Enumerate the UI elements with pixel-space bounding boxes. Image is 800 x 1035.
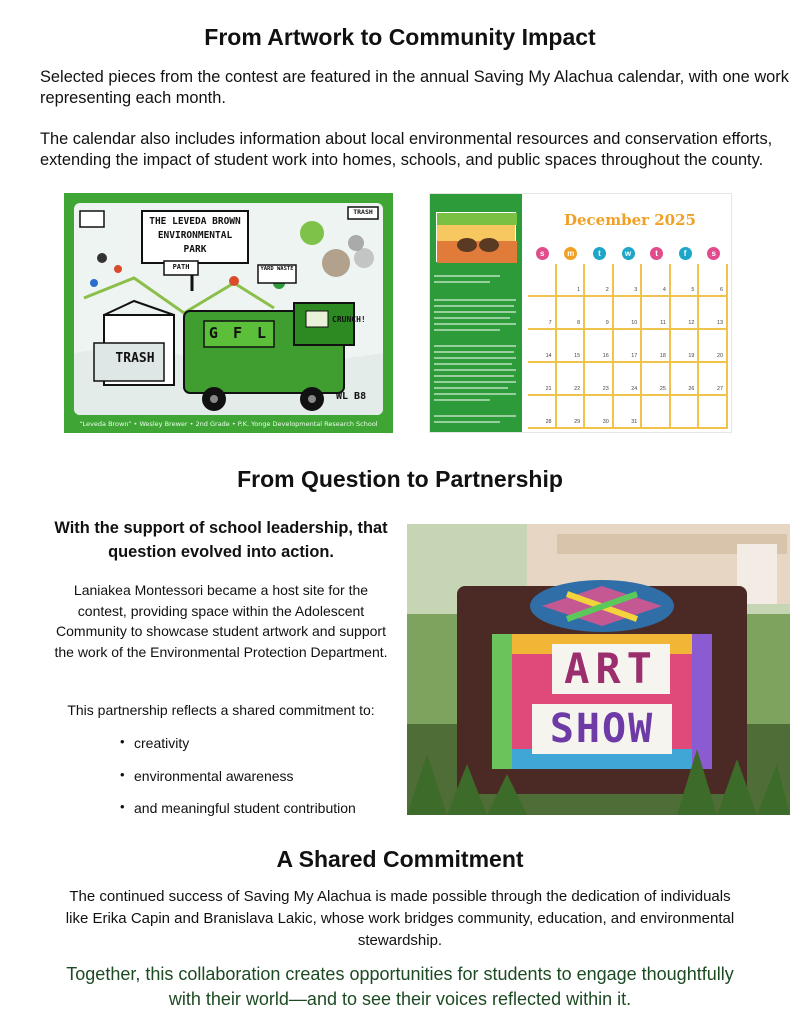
calendar-day-cell [642,330,671,363]
calendar-day-number: 10 [631,320,638,326]
list-item: • environmental awareness [120,768,356,801]
calendar-day-cell [671,396,700,429]
drawing-title-line2: ENVIRONMENTAL [157,230,233,241]
calendar-page-image [429,193,732,433]
calendar-day-cell [642,363,671,396]
calendar-day-cell [699,297,728,330]
calendar-day-number: 29 [574,419,581,425]
sign-text-show: SHOW [549,706,655,752]
drawing-crunch-text: CRUNCH! [332,315,366,324]
calendar-day-cell [642,396,671,429]
calendar-weekday-1: m [564,247,577,260]
calendar-day-cell [528,363,557,396]
calendar-day-number: 15 [574,353,581,359]
calendar-day-cell [671,363,700,396]
calendar-weekday-3: w [622,247,635,260]
calendar-day-cell [699,396,728,429]
calendar-day-number: 19 [688,353,695,359]
drawing-title-line1: THE LEVEDA BROWN [149,216,241,227]
calendar-day-cell [671,264,700,297]
drawing-truck-label: G F L [208,324,270,342]
calendar-day-number: 2 [605,287,609,293]
drawing-truck-trash-label: TRASH [115,351,155,366]
section-heading-artwork-impact: From Artwork to Community Impact [204,24,596,50]
calendar-day-cell [585,264,614,297]
calendar-weekday-4: t [650,247,663,260]
calendar-day-number: 4 [662,287,666,293]
calendar-day-cell [585,396,614,429]
section-heading-shared-commitment: A Shared Commitment [276,846,524,872]
calendar-day-cell [642,264,671,297]
calendar-day-number: 14 [545,353,552,359]
calendar-day-cell [528,264,557,297]
shared-commitment-paragraph: The continued success of Saving My Alachua is made possible through the dedication of individuals like Erika Capin and Branislava Lakic, whose work bridges community, education, and environmental stewardship. [65,888,735,949]
calendar-day-number: 13 [716,320,723,326]
calendar-day-cell [557,297,586,330]
calendar-day-cell [585,363,614,396]
partnership-commitment-intro: This partnership reflects a shared commitment to: [67,702,375,718]
calendar-day-cell [671,330,700,363]
calendar-day-cell [557,330,586,363]
calendar-day-number: 22 [574,386,581,392]
calendar-weekday-2: t [593,247,606,260]
calendar-day-cell [557,264,586,297]
calendar-day-number: 11 [660,320,666,326]
calendar-day-cell [528,330,557,363]
calendar-day-cell [671,297,700,330]
calendar-day-cell [585,330,614,363]
section-heading-question-partnership: From Question to Partnership [237,466,563,492]
calendar-day-number: 1 [577,287,581,293]
calendar-day-number: 7 [548,320,552,326]
calendar-day-number: 18 [659,353,666,359]
drawing-caption: “Leveda Brown” • Wesley Brewer • 2nd Grade • P.K. Yonge Developmental Research School [79,420,378,428]
calendar-day-number: 26 [688,386,695,392]
list-item: • and meaningful student contribution [120,800,356,833]
sign-text-art: ART [564,644,658,693]
calendar-day-number: 6 [719,287,723,293]
calendar-resources-paragraph: The calendar also includes information about local environmental resources and conservation efforts, extending the impact of student work into homes, schools, and public spaces throughout the county. [40,130,773,169]
calendar-day-cell [642,297,671,330]
calendar-day-cell [585,297,614,330]
calendar-weekday-6: s [707,247,720,260]
drawing-yard-waste-sign: YARD WASTE [260,266,294,272]
calendar-day-cell [557,363,586,396]
calendar-day-number: 24 [631,386,638,392]
calendar-intro-paragraph: Selected pieces from the contest are featured in the annual Saving My Alachua calendar, with one work representing each month. [40,68,789,107]
art-show-sign-photo [407,524,790,815]
drawing-path-sign: PATH [172,263,190,271]
calendar-day-number: 3 [634,287,638,293]
closing-quote: Together, this collaboration creates opportunities for students to engage thoughtfully with their world—and to see their voices reflected within it. [66,964,734,1009]
calendar-day-number: 17 [631,353,638,359]
calendar-day-cell [699,330,728,363]
calendar-cells [528,264,728,429]
commitment-list [120,735,356,833]
calendar-day-number: 8 [577,320,581,326]
calendar-sidebar-text-lines [430,266,522,433]
calendar-day-number: 9 [605,320,609,326]
drawing-signature: WL B8 [336,391,367,402]
calendar-day-number: 5 [691,287,695,293]
calendar-day-number: 12 [688,320,695,326]
calendar-weekday-0: s [536,247,549,260]
calendar-day-number: 16 [602,353,609,359]
calendar-day-cell [614,396,643,429]
calendar-day-cell [614,264,643,297]
calendar-day-cell [614,363,643,396]
drawing-title-line3: PARK [183,244,207,255]
calendar-weekday-5: f [679,247,692,260]
calendar-day-cell [528,396,557,429]
calendar-day-number: 30 [602,419,609,425]
drawing-trash-sign: TRASH [353,208,373,216]
calendar-info-sidebar [430,194,522,433]
partnership-paragraph: Laniakea Montessori became a host site for the contest, providing space within the Adolescent Community to showcase student artwork and support the work of the Environmental Protection Department. [54,582,388,660]
calendar-day-number: 20 [716,353,723,359]
calendar-day-number: 23 [602,386,609,392]
calendar-day-number: 21 [545,386,552,392]
calendar-day-cell [614,297,643,330]
student-artwork-image [64,193,393,433]
calendar-day-cell [557,396,586,429]
calendar-day-number: 28 [545,419,552,425]
calendar-month-title: December 2025 [563,211,696,229]
calendar-day-number: 31 [631,419,638,425]
calendar-sidebar-artwork [436,212,516,262]
calendar-day-number: 25 [659,386,666,392]
calendar-day-cell [699,363,728,396]
partnership-lead-text: With the support of school leadership, that question evolved into action. [54,519,388,561]
list-item: • creativity [120,735,356,768]
calendar-day-number: 27 [716,386,723,392]
calendar-grid [528,247,728,429]
calendar-day-cell [528,297,557,330]
drawing-paper [74,203,383,415]
calendar-day-cell [614,330,643,363]
calendar-day-cell [699,264,728,297]
